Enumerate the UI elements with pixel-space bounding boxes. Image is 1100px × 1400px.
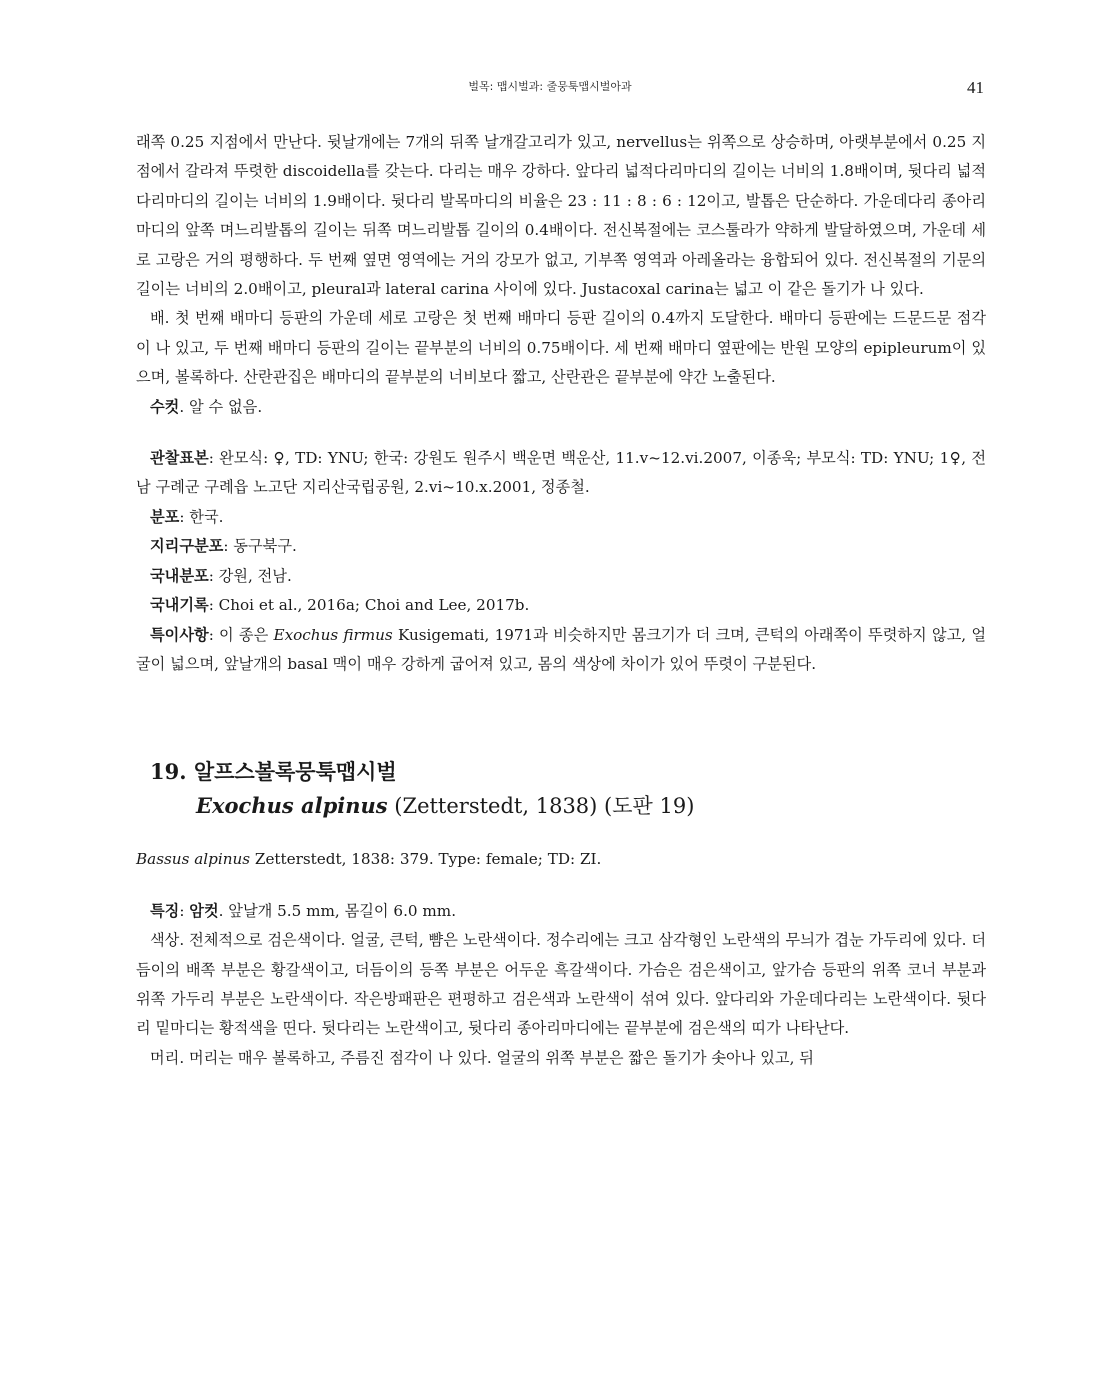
species-heading-scientific bbox=[150, 789, 986, 823]
paragraph-abdomen: 배. 첫 번째 배마디 등판의 가운데 세로 고랑은 첫 번째 배마디 등판 길이의 0.4까지 도달한다. 배마디 등판에는 드문드문 점각이 나 있고, 두 번째 배마디 등판의 길이는 끝부분의 너비의 0.75배이다. 세 번째 배마디 옆판에는 반원 모양의 epipleurum이 있으며, 볼록하다. 산란관집은 배마디의 끝부분의 너비보다 짧고, 산란관은 끝부분에 약간 노출된다. bbox=[136, 309, 986, 387]
paragraph-features bbox=[136, 897, 986, 926]
species-korean-name: 알프스볼록뭉툭맵시벌 bbox=[193, 759, 397, 785]
page-number: 41 bbox=[967, 78, 984, 97]
features-sep: : bbox=[179, 901, 190, 920]
species-heading-korean bbox=[150, 755, 986, 789]
distribution-label: 분포 bbox=[150, 507, 180, 526]
features-text: . 앞날개 5.5 mm, 몸길이 6.0 mm. bbox=[218, 901, 457, 920]
specimens-label: 관찰표본 bbox=[150, 449, 209, 468]
synonym-text: Zetterstedt, 1838: 379. Type: female; TD: ZI. bbox=[250, 850, 602, 869]
species-scientific-name: Exochus alpinus bbox=[196, 793, 388, 819]
paragraph-remarks bbox=[136, 621, 986, 680]
remarks-text-before: : 이 종은 bbox=[208, 625, 274, 644]
paragraph-color: 색상. 전체적으로 검은색이다. 얼굴, 큰턱, 뺨은 노란색이다. 정수리에는 크고 삼각형인 노란색의 무늬가 겹눈 가두리에 있다. 더듬이의 배쪽 부분은 황갈색이고, 더듬이의 등쪽 부분은 어두운 흑갈색이다. 가슴은 검은색이고, 앞가슴 등판의 위쪽 코너 부분과 위쪽 가두리 부분은 노란색이다. 작은방패판은 편평하고 검은색과 노란색이 섞여 있다. 앞다리와 가운데다리는 노란색이다. 뒷다리 밑마디는 황적색을 띤다. 뒷다리는 노란색이고, 뒷다리 종아리마디에는 끝부분에 검은색의 띠가 나타난다. bbox=[136, 931, 986, 1038]
distribution-text: : 한국. bbox=[179, 507, 224, 526]
male-label: 수컷 bbox=[150, 397, 180, 416]
synonym-name: Bassus alpinus bbox=[136, 850, 251, 869]
remarks-text-after: Kusigemati, 1971과 비슷하지만 몸크기가 더 크며, 큰턱의 아래쪽이 뚜렷하지 않고, 얼굴이 넓으며, 앞날개의 basal 맥이 매우 강하게 굽어져 있고, 몸의 색상에 차이가 있어 뚜렷이 구분된다. bbox=[136, 625, 986, 673]
domestic-distribution-label: 국내분포 bbox=[150, 566, 209, 585]
paragraph-head: 머리. 머리는 매우 볼록하고, 주름진 점각이 나 있다. 얼굴의 위쪽 부분은 짧은 돌기가 솟아나 있고, 뒤 bbox=[150, 1048, 814, 1067]
geo-distribution-text: : 동구북구. bbox=[223, 537, 297, 556]
domestic-records-label: 국내기록 bbox=[150, 596, 209, 615]
specimens-text: : 완모식: ♀, TD: YNU; 한국: 강원도 원주시 백운면 백운산, 11.v~12.vi.2007, 이종욱; 부모식: TD: YNU; 1♀, 전남 구례군 구례읍 노고단 지리산국립공원, 2.vi~10.x.2001, 정종철. bbox=[136, 449, 986, 497]
domestic-records-text: : Choi et al., 2016a; Choi and Lee, 2017b. bbox=[208, 596, 530, 615]
geo-distribution-label: 지리구분포 bbox=[150, 537, 224, 556]
paragraph-synonym bbox=[136, 845, 986, 874]
paragraph-specimens bbox=[136, 444, 986, 503]
paragraph-distribution bbox=[136, 503, 986, 532]
running-header: 벌목: 맵시벌과: 줄뭉툭맵시벌아과 bbox=[468, 80, 632, 93]
paragraph-wing-legs: 래쪽 0.25 지점에서 만난다. 뒷날개에는 7개의 뒤쪽 날개갈고리가 있고, nervellus는 위쪽으로 상승하며, 아랫부분에서 0.25 지점에서 갈라져 뚜렷한 discoidella를 갖는다. 다리는 매우 강하다. 앞다리 넓적다리마디의 길이는 너비의 1.8배이며, 뒷다리 넓적다리마디의 길이는 너비의 1.9배이다. 뒷다리 발목마디의 비율은 23 : 11 : 8 : 6 : 12이고, 발톱은 단순하다. 가운데다리 종아리마디의 앞쪽 며느리발톱의 길이는 뒤쪽 며느리발톱 길이의 0.4배이다. 전신복절에는 코스툴라가 약하게 발달하였으며, 가운데 세로 고랑은 거의 평행하다. 두 번째 옆면 영역에는 거의 강모가 없고, 기부쪽 영역과 아레올라는 융합되어 있다. 전신복절의 기문의 길이는 너비의 2.0배이고, pleural과 lateral carina 사이에 있다. Justacoxal carina는 넓고 이 같은 돌기가 나 있다. bbox=[136, 133, 986, 299]
species-author: (Zetterstedt, 1838) (도판 19) bbox=[387, 794, 695, 819]
species-number: 19. bbox=[150, 759, 187, 785]
paragraph-domestic-records bbox=[136, 591, 986, 620]
features-label: 특징 bbox=[150, 901, 180, 920]
paragraph-domestic-distribution bbox=[136, 562, 986, 591]
remarks-species: Exochus firmus bbox=[273, 625, 393, 644]
domestic-distribution-text: : 강원, 전남. bbox=[208, 566, 292, 585]
paragraph-geo-distribution bbox=[136, 532, 986, 561]
species-heading bbox=[150, 755, 986, 823]
main-text bbox=[136, 128, 986, 1073]
male-text: . 알 수 없음. bbox=[179, 397, 263, 416]
paragraph-male bbox=[136, 393, 986, 422]
remarks-label: 특이사항 bbox=[150, 625, 209, 644]
female-label: 암컷 bbox=[189, 901, 219, 920]
